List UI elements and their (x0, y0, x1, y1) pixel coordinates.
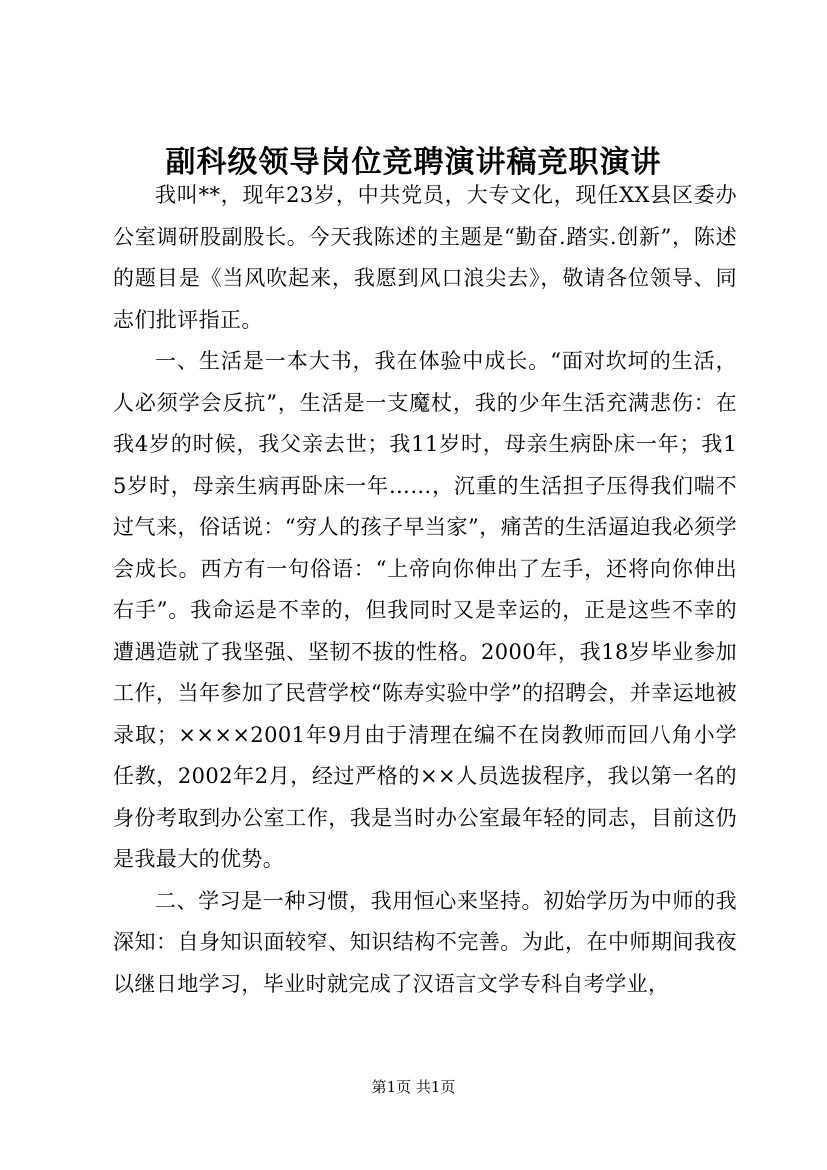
paragraph-study: 二、学习是一种习惯，我用恒心来坚持。初始学历为中师的我深知：自身知识面较窄、知识结构不完善。为此，在中师期间我夜以继日地学习，毕业时就完成了汉语言文学专科自考学业， (113, 888, 737, 996)
page-footer: 第1页 共1页 (371, 1078, 456, 1096)
paragraph-intro: 我叫**，现年23岁，中共党员，大专文化，现任XX县区委办公室调研股副股长。今天我陈述的主题是“勤奋.踏实.创新”，陈述的题目是《当风吹起来，我愿到风口浪尖去》，敬请各位领导、同志们批评指正。 (113, 183, 737, 332)
paragraph-life: 一、生活是一本大书，我在体验中成长。“面对坎坷的生活，人必须学会反抗”，生活是一支魔杖，我的少年生活充满悲伤：在我4岁的时候，我父亲去世；我11岁时，母亲生病卧床一年；我15岁时，母亲生病再卧床一年……，沉重的生活担子压得我们喘不过气来，俗话说：“穷人的孩子早当家”，痛苦的生活逼迫我必须学会成长。西方有一句俗语：“上帝向你伸出了左手，还将向你伸出右手”。我命运是不幸的，但我同时又是幸运的，正是这些不幸的遭遇造就了我坚强、坚韧不拔的性格。2000年，我18岁毕业参加工作，当年参加了民营学校“陈寿实验中学”的招聘会，并幸运地被录取；××××2001年9月由于清理在编不在岗教师而回八角小学任教，2002年2月，经过严格的××人员选拔程序，我以第一名的身份考取到办公室工作，我是当时办公室最年轻的同志，目前这仍是我最大的优势。 (113, 349, 737, 871)
document-title: 副科级领导岗位竞聘演讲稿竞职演讲 (165, 145, 662, 180)
document-body (113, 175, 737, 1005)
